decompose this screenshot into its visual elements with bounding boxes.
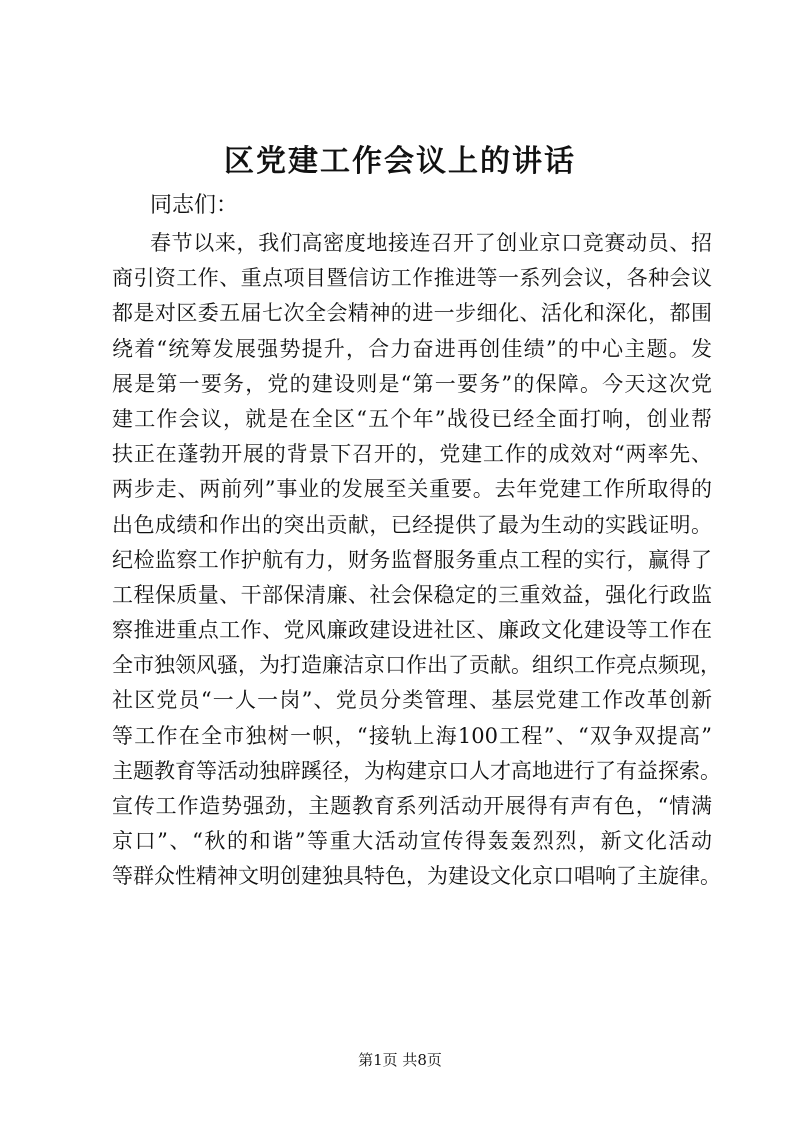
salutation: 同志们：	[150, 193, 239, 218]
text-line: 纪检监察工作护航有力，财务监督服务重点工程的实行，赢得了	[112, 547, 712, 572]
text-line: 社区党员“一人一岗”、党员分类管理、基层党建工作改革创新	[112, 688, 712, 713]
body-paragraph	[112, 226, 721, 895]
text-line: 主题教育等活动独辟蹊径，为构建京口人才高地进行了有益探索。	[112, 758, 721, 783]
text-line: 商引资工作、重点项目暨信访工作推进等一系列会议，各种会议	[112, 266, 712, 291]
text-line: 都是对区委五届七次全会精神的进一步细化、活化和深化，都围	[112, 301, 712, 326]
text-line: 展是第一要务，党的建设则是“第一要务”的保障。今天这次党	[112, 371, 712, 396]
text-line: 建工作会议，就是在全区“五个年”战役已经全面打响，创业帮	[112, 406, 712, 431]
text-line: 宣传工作造势强劲，主题教育系列活动开展得有声有色，“情满	[112, 794, 712, 818]
text-line: 等工作在全市独树一帜，“接轨上海100工程”、“双争双提高”	[112, 723, 712, 748]
text-line: 察推进重点工作、党风廉政建设进社区、廉政文化建设等工作在	[112, 618, 712, 643]
text-line: 扶正在蓬勃开展的背景下召开的，党建工作的成效对“两率先、	[112, 442, 712, 467]
text-line: 两步走、两前列”事业的发展至关重要。去年党建工作所取得的	[112, 477, 712, 502]
text-line: 京口”、“秋的和谐”等重大活动宣传得轰轰烈烈，新文化活动	[112, 829, 712, 854]
text-line: 全市独领风骚，为打造廉洁京口作出了贡献。组织工作亮点频现，	[112, 653, 721, 678]
text-line: 等群众性精神文明创建独具特色，为建设文化京口唱响了主旋律。	[112, 864, 721, 889]
page-number: 第1页 共8页	[358, 1051, 442, 1069]
text-line: 绕着“统筹发展强势提升，合力奋进再创佳绩”的中心主题。发	[112, 336, 712, 361]
text-line: 春节以来，我们高密度地接连召开了创业京口竞赛动员、招	[150, 231, 712, 255]
text-line: 出色成绩和作出的突出贡献，已经提供了最为生动的实践证明。	[112, 512, 712, 537]
text-line: 工程保质量、干部保清廉、社会保稳定的三重效益，强化行政监	[112, 582, 712, 607]
document-title: 区党建工作会议上的讲话	[224, 144, 576, 179]
